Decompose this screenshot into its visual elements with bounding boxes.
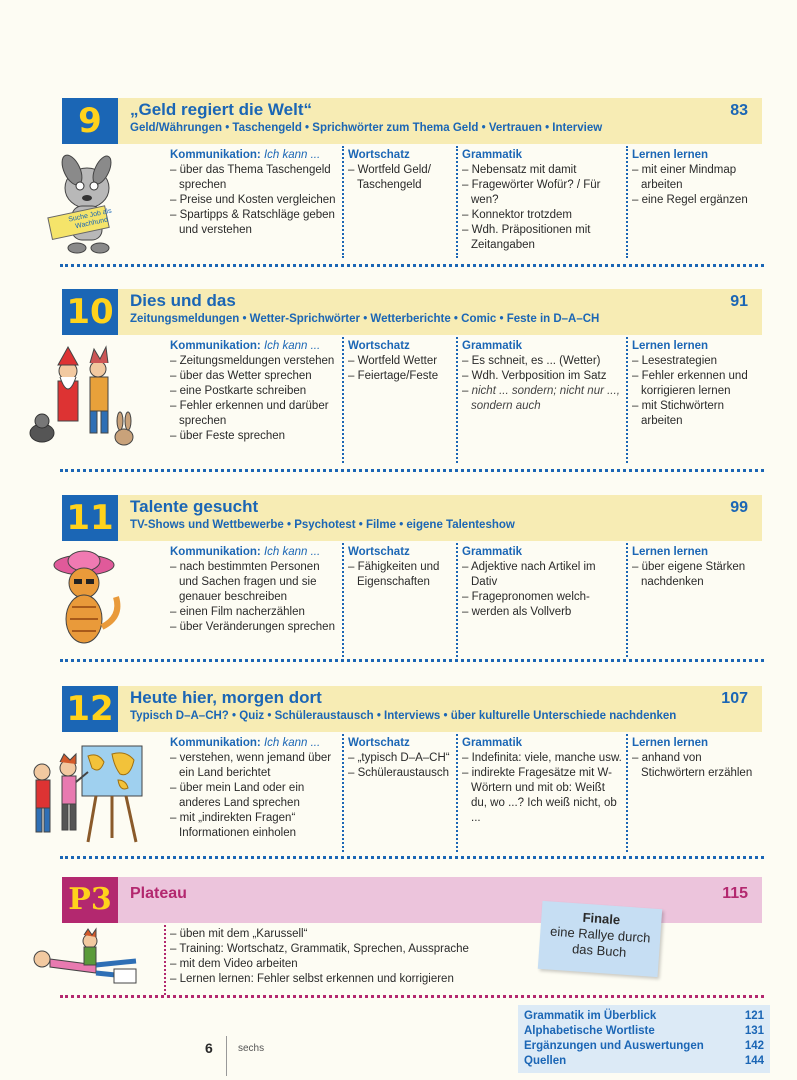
page-number: 6 (205, 1040, 213, 1056)
section-divider (60, 856, 764, 859)
column-divider (626, 337, 628, 463)
unit-title: Dies und das (130, 291, 236, 310)
job-sign-text: Suche Job als Wachhund (67, 207, 113, 231)
list-item: – üben mit dem „Karussell“ (170, 928, 308, 940)
list-item: – über mein Land oder ein anderes Land sprechen (170, 782, 305, 809)
list-item: – werden als Vollverb (462, 606, 572, 618)
list-item: – über Veränderungen sprechen (170, 621, 335, 633)
lernen-column (632, 736, 762, 781)
appendix-list (518, 1005, 770, 1073)
unit-header (62, 98, 762, 144)
lernen-header: Lernen lernen (632, 737, 709, 749)
list-item: – Fehler erkennen und darüber sprechen (170, 400, 329, 427)
list-item: – Lernen lernen: Fehler selbst erkennen und korrigieren (170, 973, 454, 985)
appendix-row[interactable]: Ergänzungen und Auswertungen 142 (524, 1040, 764, 1052)
list-item: – Adjektive nach Artikel im Dativ (462, 561, 596, 588)
finale-title: Finale (582, 909, 621, 928)
unit-11 (62, 495, 762, 665)
list-item: – verstehen, wenn jemand über ein Land berichtet (170, 752, 332, 779)
list-item: – über das Thema Taschengeld sprechen (170, 164, 331, 191)
unit-number: 10 (62, 289, 118, 335)
column-divider (626, 146, 628, 258)
column-divider (342, 337, 344, 463)
unit-header (62, 686, 762, 732)
list-item: – Feiertage/Feste (348, 370, 439, 382)
plateau-list (170, 927, 590, 987)
section-divider (60, 995, 764, 998)
list-item: – Zeitungsmeldungen verstehen (170, 355, 335, 367)
kommunikation-header: Kommunikation: Ich kann ... (170, 737, 321, 749)
appendix-row[interactable]: Grammatik im Überblick 121 (524, 1010, 764, 1022)
list-item: – Fragewörter Wofür? / Für wen? (462, 179, 601, 206)
unit-page: 83 (730, 102, 748, 119)
column-divider (626, 543, 628, 657)
unit-title: Heute hier, morgen dort (130, 688, 322, 707)
unit-header (62, 289, 762, 335)
list-item: – Lesestrategien (632, 355, 718, 367)
list-item: – über eigene Stärken nachdenken (632, 561, 746, 588)
unit-number: 12 (62, 686, 118, 732)
plateau-page: 115 (722, 885, 748, 902)
list-item: – Wortfeld Geld/ Taschengeld (348, 164, 431, 191)
column-divider (342, 543, 344, 657)
lernen-column (632, 545, 762, 590)
unit-subtitle: TV-Shows und Wettbewerbe • Psychotest • Filme • eigene Talenteshow (130, 519, 515, 531)
list-item: – Nebensatz mit damit (462, 164, 577, 176)
column-divider (456, 337, 458, 463)
kommunikation-header: Kommunikation: Ich kann ... (170, 149, 321, 161)
costume-people-illustration (26, 341, 146, 461)
unit-12 (62, 686, 762, 860)
wortschatz-header: Wortschatz (348, 546, 410, 558)
kommunikation-column (170, 736, 340, 841)
lernen-header: Lernen lernen (632, 149, 709, 161)
wortschatz-column (348, 736, 458, 781)
column-divider (342, 146, 344, 258)
wortschatz-header: Wortschatz (348, 737, 410, 749)
lernen-header: Lernen lernen (632, 546, 709, 558)
list-item: – nach bestimmten Personen und Sachen fragen und sie genauer beschreiben (170, 561, 320, 603)
list-item: – Training: Wortschatz, Grammatik, Sprechen, Aussprache (170, 943, 469, 955)
wortschatz-column (348, 148, 458, 193)
column-divider (456, 543, 458, 657)
list-item: – Konnektor trotzdem (462, 209, 572, 221)
list-item: – Wdh. Präpositionen mit Zeitangaben (462, 224, 591, 251)
list-item: – einen Film nacherzählen (170, 606, 305, 618)
grammatik-header: Grammatik (462, 149, 523, 161)
unit-title: Talente gesucht (130, 497, 259, 516)
grammatik-column (462, 148, 622, 253)
unit-subtitle: Typisch D–A–CH? • Quiz • Schüleraustausch • Interviews • über kulturelle Unterschiede nachdenken (130, 710, 677, 722)
wortschatz-column (348, 339, 458, 384)
list-item: – anhand von Stichwörtern erzählen (632, 752, 753, 779)
list-item: – eine Postkarte schreiben (170, 385, 307, 397)
unit-header (62, 495, 762, 541)
plateau-title: Plateau (130, 885, 187, 902)
list-item: – Wdh. Verbposition im Satz (462, 370, 607, 382)
cat-illustration (32, 547, 152, 657)
unit-body (62, 732, 762, 860)
page-number-word: sechs (238, 1043, 265, 1054)
list-item: – Fragepronomen welch- (462, 591, 590, 603)
list-item: – Preise und Kosten vergleichen (170, 194, 336, 206)
kommunikation-column (170, 148, 340, 238)
list-item: – Es schneit, es ... (Wetter) (462, 355, 601, 367)
unit-subtitle: Geld/Währungen • Taschengeld • Sprichwörter zum Thema Geld • Vertrauen • Interview (130, 122, 603, 134)
list-item: – über Feste sprechen (170, 430, 286, 442)
list-item: – Wortfeld Wetter (348, 355, 438, 367)
unit-page: 107 (721, 690, 748, 707)
world-map-illustration (26, 738, 156, 848)
list-item: – über das Wetter sprechen (170, 370, 312, 382)
grammatik-header: Grammatik (462, 340, 523, 352)
grammatik-column (462, 736, 622, 826)
kommunikation-header: Kommunikation: Ich kann ... (170, 340, 321, 352)
kommunikation-header: Kommunikation: Ich kann ... (170, 546, 321, 558)
unit-body (62, 541, 762, 665)
unit-body (62, 335, 762, 471)
unit-title: „Geld regiert die Welt“ (130, 100, 313, 119)
unit-page: 91 (730, 293, 748, 310)
plateau-number: P3 (62, 877, 118, 923)
list-item: – indirekte Fragesätze mit W-Wörtern und mit ob: Weißt du, wo ...? Ich weiß nicht, ob ... (462, 767, 617, 824)
unit-number: 11 (62, 495, 118, 541)
appendix-row[interactable]: Quellen 144 (524, 1055, 764, 1067)
lernen-column (632, 148, 762, 208)
wortschatz-column (348, 545, 458, 590)
list-item: – Spartipps & Ratschläge geben und verstehen (170, 209, 335, 236)
unit-number: 9 (62, 98, 118, 144)
section-divider (60, 469, 764, 472)
list-item: – „typisch D–A–CH“ (348, 752, 450, 764)
list-item: – eine Regel ergänzen (632, 194, 748, 206)
section-divider (60, 659, 764, 662)
list-item: – Fehler erkennen und korrigieren lernen (632, 370, 748, 397)
unit-subtitle: Zeitungsmeldungen • Wetter-Sprichwörter • Wetterberichte • Comic • Feste in D–A–CH (130, 313, 600, 325)
footer-divider (226, 1036, 227, 1076)
dog-illustration (32, 150, 152, 260)
list-item: – Fähigkeiten und Eigenschaften (348, 561, 440, 588)
column-divider (626, 734, 628, 852)
lernen-column (632, 339, 762, 429)
unit-10 (62, 289, 762, 471)
wortschatz-header: Wortschatz (348, 149, 410, 161)
column-divider (456, 734, 458, 852)
grammatik-column (462, 339, 622, 414)
column-divider (342, 734, 344, 852)
list-item: – mit einer Mindmap arbeiten (632, 164, 737, 191)
grammatik-column (462, 545, 622, 620)
kommunikation-column (170, 339, 340, 444)
finale-text: eine Rallye durch das Buch (549, 923, 651, 960)
section-divider (60, 264, 764, 267)
grammatik-header: Grammatik (462, 546, 523, 558)
list-item: – mit Stichwörtern arbeiten (632, 400, 725, 427)
list-item: – mit „indirekten Fragen“ Informationen einholen (170, 812, 296, 839)
finale-note (538, 901, 662, 977)
kommunikation-column (170, 545, 340, 635)
list-item: – Schüleraustausch (348, 767, 450, 779)
appendix-row[interactable]: Alphabetische Wortliste 131 (524, 1025, 764, 1037)
wortschatz-header: Wortschatz (348, 340, 410, 352)
list-item: – Indefinita: viele, manche usw. (462, 752, 622, 764)
list-item: – nicht ... sondern; nicht nur ..., sondern auch (462, 385, 620, 412)
list-item: – mit dem Video arbeiten (170, 958, 298, 970)
lying-kid-illustration (26, 925, 156, 995)
unit-body (62, 144, 762, 266)
lernen-header: Lernen lernen (632, 340, 709, 352)
column-divider (164, 925, 166, 995)
column-divider (456, 146, 458, 258)
unit-9 (62, 98, 762, 266)
grammatik-header: Grammatik (462, 737, 523, 749)
unit-page: 99 (730, 499, 748, 516)
